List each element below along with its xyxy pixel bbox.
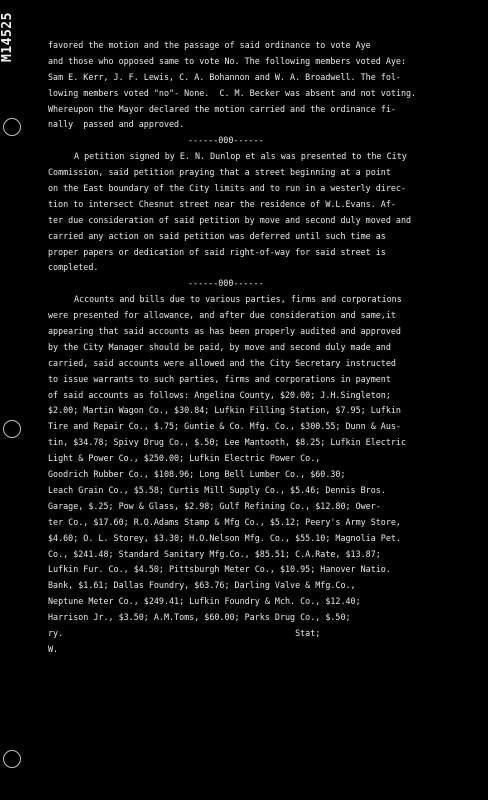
punch-hole-icon xyxy=(3,750,21,768)
text-line: to issue warrants to such parties, firms and corporations in payment xyxy=(48,373,391,384)
text-line: carried any action on said petition was deferred until such time as xyxy=(48,230,386,241)
text-line: and those who opposed same to vote No. The following members voted Aye: xyxy=(48,55,406,66)
text-line: nally passed and approved. xyxy=(48,119,185,130)
text-line: Whereupon the Mayor declared the motion carried and the ordinance fi- xyxy=(48,103,396,114)
text-line: $4.60; O. L. Storey, $3.30; H.O.Nelson Mfg. Co., $55.10; Magnolia Pet. xyxy=(48,532,401,543)
text-line: Light & Power Co., $250.00; Lufkin Electric Power Co., xyxy=(48,453,326,464)
section-separator: ------000------ xyxy=(188,135,264,146)
text-line: favored the motion and the passage of said ordinance to vote Aye xyxy=(48,40,371,50)
minutes-text xyxy=(48,38,476,658)
text-line: completed. xyxy=(48,262,99,273)
text-line: Leach Grain Co., $5.58; Curtis Mill Supply Co., $5.46; Dennis Bros. xyxy=(48,484,386,495)
text-line: Accounts and bills due to various parties, firms and corporations xyxy=(74,294,402,305)
punch-hole-icon xyxy=(3,420,21,438)
punch-hole-icon xyxy=(3,118,21,136)
text-line: Bank, $1.61; Dallas Foundry, $63.76; Darling Valve & Mfg.Co., xyxy=(48,580,356,591)
text-line: Lufkin Fur. Co., $4.50; Pittsburgh Meter Co., $10.95; Hanover Natio. xyxy=(48,564,391,575)
text-line: Goodrich Rubber Co., $108.96; Long Bell Lumber Co., $60.30; xyxy=(48,469,346,480)
text-line: appearing that said accounts as has been properly audited and approved xyxy=(48,326,401,337)
text-line: lowing members voted "no"- None. C. M. Becker was absent and not voting. xyxy=(48,87,417,98)
text-line: $2.00; Martin Wagon Co., $30.84; Lufkin Filling Station, $7.95; Lufkin xyxy=(48,405,401,416)
text-line: Garage, $.25; Pow & Glass, $2.98; Gulf Refining Co., $12.80; Ower- xyxy=(48,500,381,511)
text-line: Co., $241.48; Standard Sanitary Mfg.Co., $85.51; C.A.Rate, $13.87; xyxy=(48,548,381,559)
section-separator: ------000------ xyxy=(188,278,264,289)
text-line: ter due consideration of said petition by move and second duly moved and xyxy=(48,214,412,225)
text-line: ry. Stat; xyxy=(48,627,321,638)
text-line: by the City Manager should be paid, by move and second duly made and xyxy=(48,341,391,352)
text-line: proper papers or dedication of said right-of-way for said street is xyxy=(48,246,386,257)
text-line: carried, said accounts were allowed and the City Secretary instructed xyxy=(48,357,396,368)
text-line: Commission, said petition praying that a street beginning at a point xyxy=(48,167,391,178)
text-line: tion to intersect Chesnut street near the residence of W.L.Evans. Af- xyxy=(48,198,396,209)
text-line: Neptune Meter Co., $249.41; Lufkin Foundry & Mch. Co., $12.40; xyxy=(48,596,361,607)
text-line: Tire and Repair Co., $.75; Guntie & Co. Mfg. Co., $300.55; Dunn & Aus- xyxy=(48,421,401,432)
document-stamp: M14525 xyxy=(0,12,15,62)
text-line: were presented for allowance, and after due consideration and same,it xyxy=(48,310,396,321)
text-line: W. xyxy=(48,643,59,654)
text-line: Harrison Jr., $3.50; A.M.Toms, $60.00; Parks Drug Co., $.50; xyxy=(48,612,351,623)
text-line: tin, $34.78; Spivy Drug Co., $.50; Lee Mantooth, $8.25; Lufkin Electric xyxy=(48,437,406,448)
text-line: on the East boundary of the City limits and to run in a westerly direc- xyxy=(48,183,406,194)
text-line: A petition signed by E. N. Dunlop et als was presented to the City xyxy=(74,151,407,162)
text-line: ter Co., $17.60; R.O.Adams Stamp & Mfg Co., $5.12; Peery's Army Store, xyxy=(48,516,401,527)
text-line: of said accounts as follows: Angelina County, $20.00; J.H.Singleton; xyxy=(48,389,391,400)
text-line: Sam E. Kerr, J. F. Lewis, C. A. Bohannon and W. A. Broadwell. The fol- xyxy=(48,71,401,82)
